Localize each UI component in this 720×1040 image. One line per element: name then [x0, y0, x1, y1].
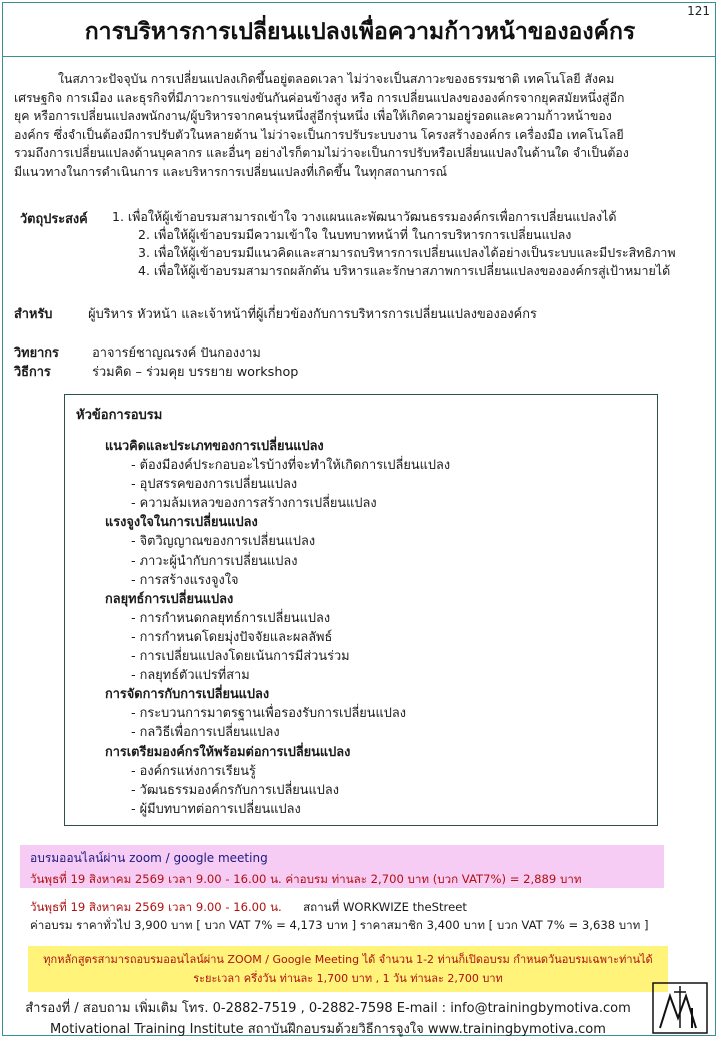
topics-list — [105, 437, 450, 819]
onsite-info — [30, 898, 649, 934]
onsite-venue: สถานที่ WORKWIZE theStreet — [303, 900, 467, 914]
topic-item: - วัฒนธรรมองค์กรกับการเปลี่ยนแปลง — [131, 782, 340, 798]
topic-item: - จิตวิญญาณของการเปลี่ยนแปลง — [131, 534, 316, 550]
online-title: อบรมออนไลน์ผ่าน zoom / google meeting — [30, 851, 268, 865]
audience-label: สำหรับ — [14, 307, 53, 322]
topic-section-title: การจัดการกับการเปลี่ยนแปลง — [105, 687, 270, 703]
intro-paragraph — [14, 70, 698, 181]
topic-item: - กลวิธีเพื่อการเปลี่ยนแปลง — [131, 725, 280, 741]
topic-item: - กลยุทธ์ตัวแปรที่สาม — [131, 668, 250, 684]
method-text: ร่วมคิด – ร่วมคุย บรรยาย workshop — [92, 365, 299, 380]
speaker-text: อาจารย์ชาญณรงค์ ปันกองงาม — [92, 346, 261, 361]
objective-item: 3. เพื่อให้ผู้เข้าอบรมมีแนวคิดและสามารถบริหารการเปลี่ยนแปลงได้อย่างเป็นระบบและมีประสิทธิภาพ — [138, 245, 676, 260]
objectives-list — [112, 208, 676, 280]
topic-item: - องค์กรแห่งการเรียนรู้ — [131, 763, 256, 779]
objective-item: 2. เพื่อให้ผู้เข้าอบรมมีความเข้าใจ ในบทบาทหน้าที่ ในการบริหารการเปลี่ยนแปลง — [138, 227, 572, 242]
topic-item: - การกำหนดโดยมุ่งปัจจัยและผลลัพธ์ — [131, 629, 333, 645]
topic-section-title: การเตรียมองค์กรให้พร้อมต่อการเปลี่ยนแปลง — [105, 744, 351, 760]
method-row — [14, 361, 298, 382]
objectives-label-row — [20, 208, 88, 229]
topic-item: - การกำหนดกลยุทธ์การเปลี่ยนแปลง — [131, 610, 331, 626]
topic-item: - ผู้มีบทบาทต่อการเปลี่ยนแปลง — [131, 801, 301, 817]
objectives-label: วัตถุประสงค์ — [20, 212, 88, 227]
topic-item: - การสร้างแรงจูงใจ — [131, 572, 239, 588]
note-line-2: ระยะเวลา ครึ่งวัน ท่านละ 1,700 บาท , 1 วัน ท่านละ 2,700 บาท — [193, 972, 503, 985]
objective-item: 4. เพื่อให้ผู้เข้าอบรมสามารถผลักดัน บริหารและรักษาสภาพการเปลี่ยนแปลงขององค์กรสู่เป้าหมายได้ — [138, 263, 671, 278]
title-divider — [2, 56, 716, 57]
topic-section-title: กลยุทธ์การเปลี่ยนแปลง — [105, 591, 234, 607]
audience-text: ผู้บริหาร หัวหน้า และเจ้าหน้าที่ผู้เกี่ยวข้องกับการบริหารการเปลี่ยนแปลงขององค์กร — [88, 307, 537, 322]
intro-line: มีแนวทางในการดำเนินการ และบริหารการเปลี่ยนแปลงที่เกิดขึ้น ในทุกสถานการณ์ — [14, 164, 448, 179]
online-details: วันพุธที่ 19 สิงหาคม 2569 เวลา 9.00 - 16.00 น. ค่าอบรม ท่านละ 2,700 บาท (บวก VAT7%) = 2,889 บาท — [30, 872, 582, 886]
topic-item: - ความล้มเหลวของการสร้างการเปลี่ยนแปลง — [131, 496, 377, 512]
speaker-row — [14, 342, 261, 363]
online-training-box — [20, 845, 664, 888]
intro-line: องค์กร ซึ่งจำเป็นต้องมีการปรับตัวในหลายด้าน ไม่ว่าจะเป็นการปรับระบบงาน โครงสร้างองค์กร เครื่องมือ เทคโนโลยี — [14, 127, 624, 142]
intro-line: ในสภาวะปัจจุบัน การเปลี่ยนแปลงเกิดขึ้นอยู่ตลอดเวลา ไม่ว่าจะเป็นสภาวะของธรรมชาติ เทคโนโลยี สังคม — [58, 72, 615, 86]
note-line-1: ทุกหลักสูตรสามารถอบรมออนไลน์ผ่าน ZOOM / Google Meeting ได้ จำนวน 1-2 ท่านก็เปิดอบรม กำหนดวันอบรมเฉพาะท่านได้ — [43, 953, 653, 966]
intro-line: รวมถึงการเปลี่ยนแปลงด้านบุคลากร และอื่นๆ อย่างไรก็ตามไม่ว่าจะเป็นการปรับหรือเปลี่ยนแปลงในด้านใด จำเป็นต้อง — [14, 146, 629, 160]
topic-item: - การเปลี่ยนแปลงโดยเน้นการมีส่วนร่วม — [131, 649, 350, 665]
onsite-fee: ค่าอบรม ราคาทั่วไป 3,900 บาท [ บวก VAT 7% = 4,173 บาท ] ราคาสมาชิก 3,400 บาท [ บวก VAT 7% = 3,638 บาท ] — [30, 918, 649, 932]
topic-item: - ภาวะผู้นำกับการเปลี่ยนแปลง — [131, 553, 298, 569]
objective-item: 1. เพื่อให้ผู้เข้าอบรมสามารถเข้าใจ วางแผนและพัฒนาวัฒนธรรมองค์กรเพื่อการเปลี่ยนแปลงได้ — [112, 209, 617, 224]
audience-row — [14, 303, 537, 324]
topic-item: - อุปสรรคของการเปลี่ยนแปลง — [131, 477, 298, 493]
footer-org: Motivational Training Institute สถาบันฝึกอบรมด้วยวิธีการจูงใจ www.trainingbymotiva.com — [50, 1022, 606, 1037]
intro-line: เศรษฐกิจ การเมือง และธุรกิจที่มีภาวะการแข่งขันกันค่อนข้างสูง หรือ การเปลี่ยนแปลงขององค์กรจากยุคสมัยหนึ่งสู่อีก — [14, 90, 625, 105]
topic-section-title: แรงจูงใจในการเปลี่ยนแปลง — [105, 515, 258, 531]
intro-line: ยุค หรือการเปลี่ยนแปลงพนักงาน/ผู้บริหารจากคนรุ่นหนึ่งสู่อีกรุ่นหนึ่ง เพื่อให้เกิดความอยู่รอดและความก้าวหน้าของ — [14, 109, 612, 123]
topic-item: - กระบวนการมาตรฐานเพื่อรองรับการเปลี่ยนแปลง — [131, 706, 406, 722]
topics-box — [64, 394, 658, 826]
page-number: 121 — [687, 4, 710, 18]
footer-contact: สำรองที่ / สอบถาม เพิ่มเติม โทร. 0-2882-7519 , 0-2882-7598 E-mail : info@trainingbymotiva.com — [25, 1001, 631, 1016]
note-box — [28, 946, 668, 992]
topics-heading: หัวข้อการอบรม — [76, 408, 163, 423]
speaker-label: วิทยากร — [14, 346, 59, 361]
topic-section-title: แนวคิดและประเภทของการเปลี่ยนแปลง — [105, 439, 324, 454]
onsite-date-time: วันพุธที่ 19 สิงหาคม 2569 เวลา 9.00 - 16.00 น. — [30, 900, 282, 914]
page-title: การบริหารการเปลี่ยนแปลงเพื่อความก้าวหน้าขององค์กร — [84, 19, 636, 45]
method-label: วิธีการ — [14, 365, 51, 380]
mti-logo-icon — [652, 982, 708, 1034]
topic-item: - ต้องมีองค์ประกอบอะไรบ้างที่จะทำให้เกิดการเปลี่ยนแปลง — [131, 458, 451, 474]
